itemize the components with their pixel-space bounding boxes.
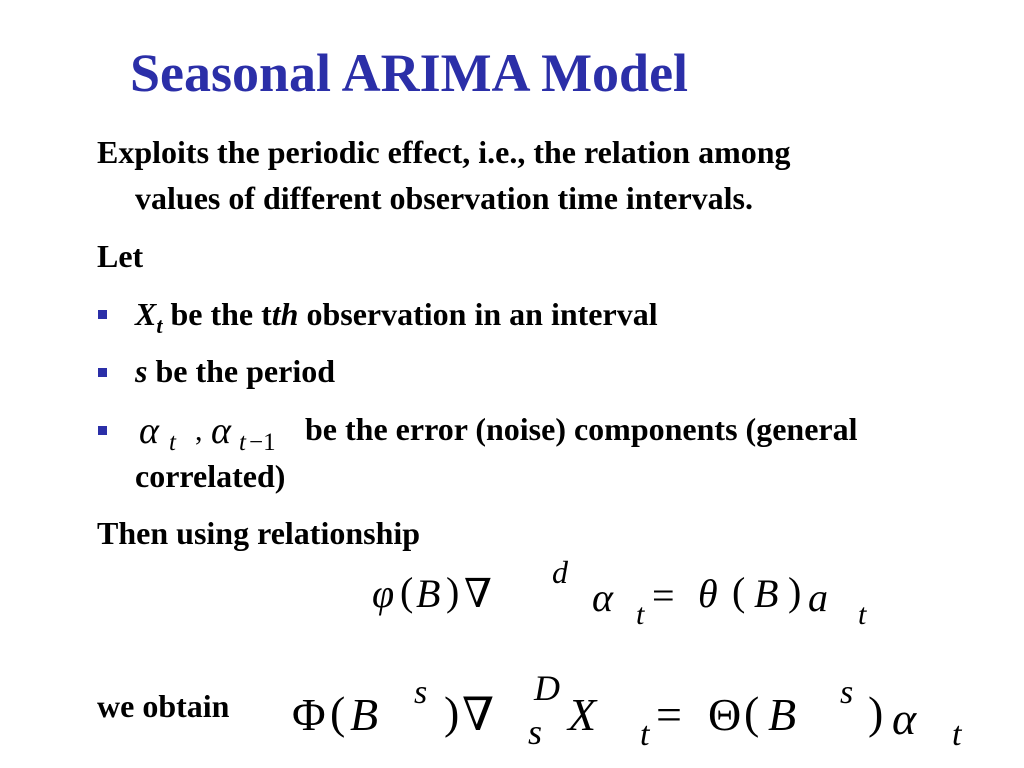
- then-label: Then using relationship: [97, 515, 421, 551]
- bullet-marker: [98, 426, 107, 435]
- obtain-label: we obtain: [97, 688, 230, 724]
- error-components-formula: α t , α t −1: [139, 410, 276, 456]
- bullet-item-period: [135, 355, 335, 387]
- bullet-marker: [98, 368, 107, 377]
- bullet-3-continuation: correlated): [135, 458, 286, 494]
- arima-equation: φ ( B ) ∇ d α t = θ ( B ) a t: [372, 554, 867, 631]
- bullet-1-italic: th: [271, 296, 299, 332]
- x-variable: X: [135, 296, 157, 332]
- bullet-2-text: be the period: [155, 353, 335, 389]
- bullet-1-pre: be the t: [170, 296, 272, 332]
- x-subscript: t: [156, 313, 163, 338]
- bullet-item-observation: [135, 296, 658, 338]
- intro-line-2: values of different observation time intervals.: [135, 180, 753, 216]
- bullet-3-text: be the error (noise) components (general: [305, 411, 858, 447]
- bullet-marker: [98, 310, 107, 319]
- s-variable: s: [135, 353, 148, 389]
- intro-line-1: Exploits the periodic effect, i.e., the relation among: [97, 134, 791, 170]
- slide-title: Seasonal ARIMA Model: [130, 43, 689, 103]
- bullet-1-post: observation in an interval: [306, 296, 658, 332]
- seasonal-arima-equation: Φ ( B s ) ∇ D s X t = Θ ( B s ) α t: [292, 668, 962, 753]
- let-label: Let: [97, 238, 144, 274]
